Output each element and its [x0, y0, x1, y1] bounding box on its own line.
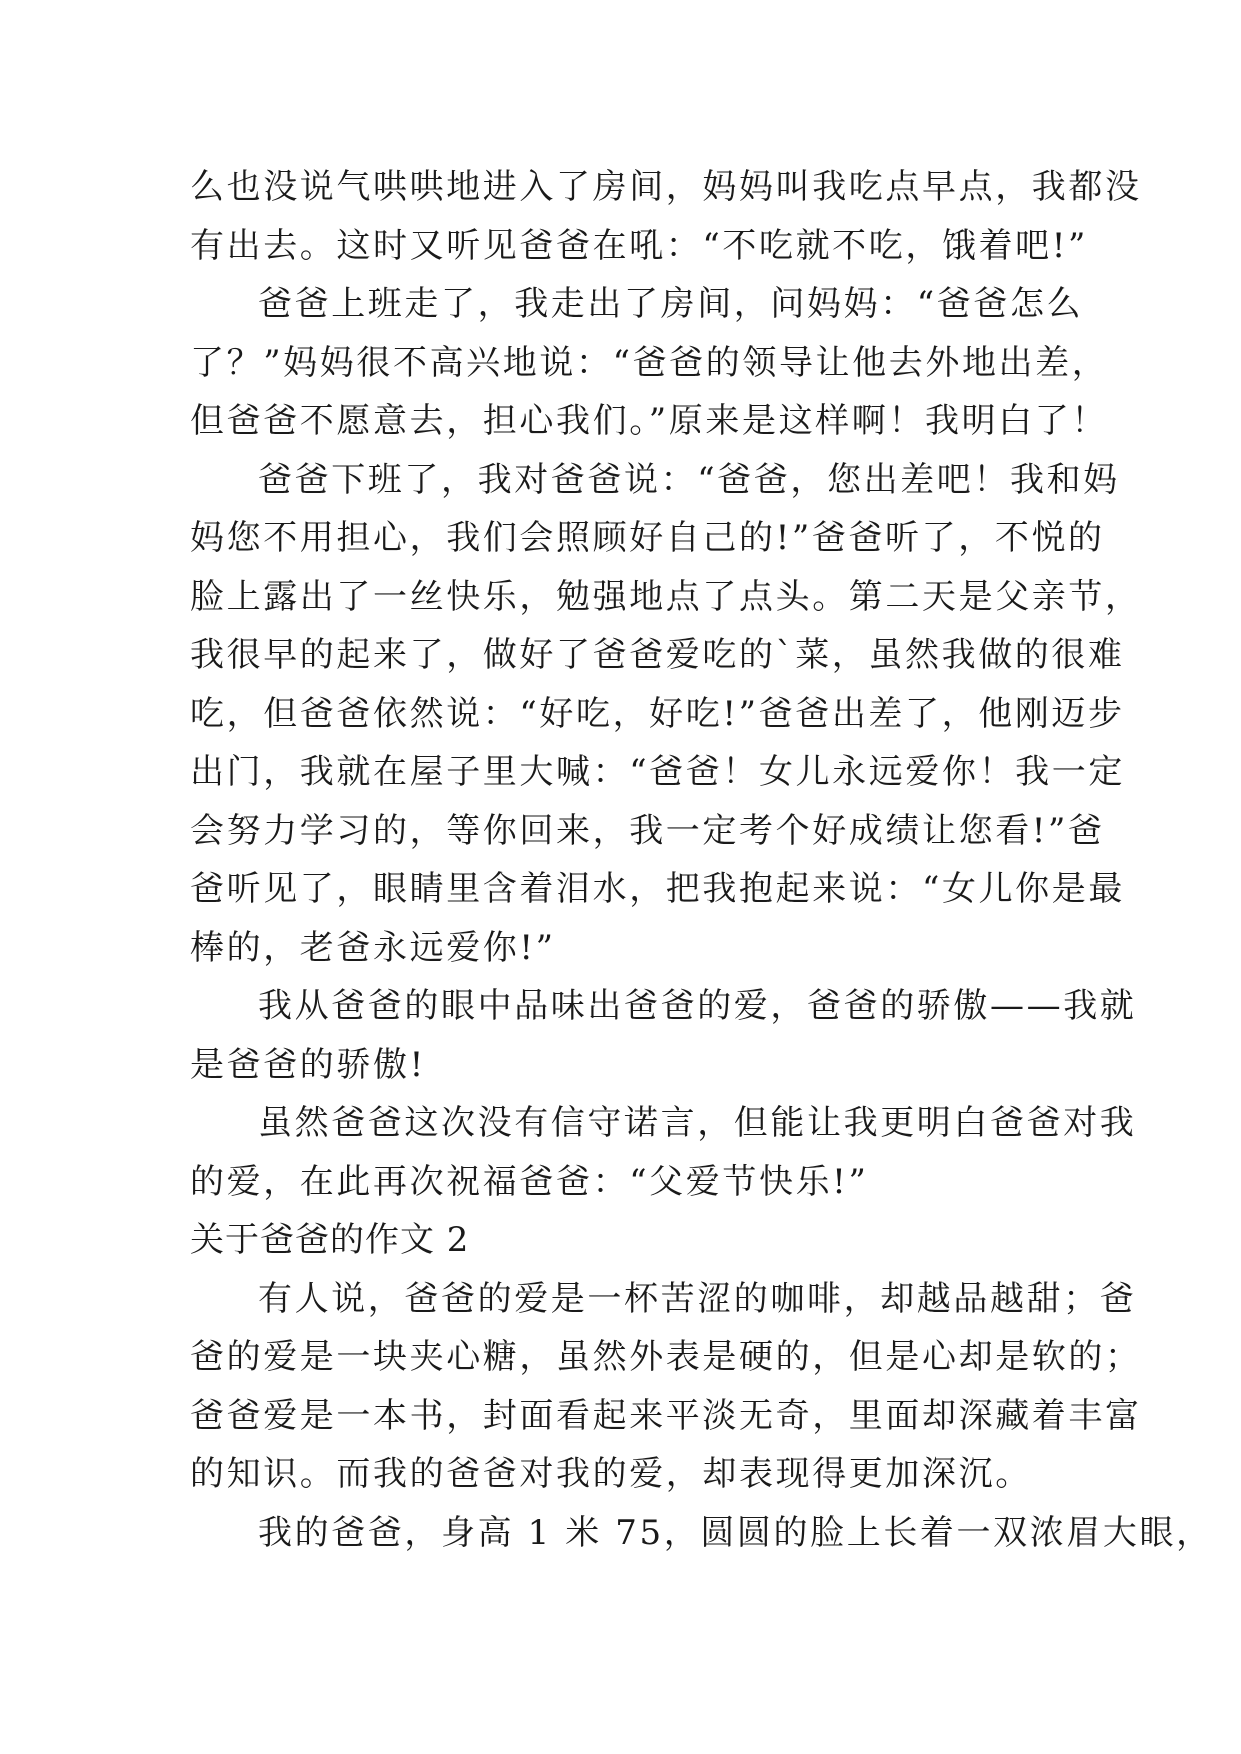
text-line: 爸听见了，眼睛里含着泪水，把我抱起来说：“女儿你是最 [190, 869, 1125, 909]
text-line: 会努力学习的，等你回来，我一定考个好成绩让您看!”爸 [190, 810, 1105, 851]
text-line: 爸爸上班走了，我走出了房间，问妈妈：“爸爸怎么 [258, 284, 1084, 324]
text-line: 脸上露出了一丝快乐，勉强地点了点头。第二天是父亲节， [190, 576, 1142, 617]
text-line: 么也没说气哄哄地进入了房间，妈妈叫我吃点早点，我都没 [190, 167, 1142, 207]
text-line: 吃，但爸爸依然说：“好吃，好吃!”爸爸出差了，他刚迈步 [190, 693, 1125, 734]
text-line: 有人说，爸爸的爱是一杯苦涩的咖啡，却越品越甜；爸 [258, 1278, 1137, 1319]
document-body [190, 158, 1213, 1562]
text-line: 爸的爱是一块夹心糖，虽然外表是硬的，但是心却是软的； [190, 1337, 1142, 1377]
text-line: 是爸爸的骄傲! [190, 1044, 426, 1085]
text-line: 爸爸下班了，我对爸爸说：“爸爸，您出差吧！我和妈 [258, 459, 1120, 500]
text-line: 的知识。而我的爸爸对我的爱，却表现得更加深沉。 [190, 1454, 1032, 1494]
text-line: 虽然爸爸这次没有信守诺言，但能让我更明白爸爸对我 [258, 1103, 1137, 1143]
text-line: 我很早的起来了，做好了爸爸爱吃的`菜，虽然我做的很难 [190, 635, 1125, 675]
text-line: 但爸爸不愿意去，担心我们。”原来是这样啊！我明白了！ [190, 401, 1108, 441]
text-line: 我的爸爸，身高 1 米 75，圆圆的脸上长着一双浓眉大眼， [258, 1512, 1213, 1553]
text-line: 了？”妈妈很不高兴地说：“爸爸的领导让他去外地出差， [190, 342, 1109, 383]
text-line: 我从爸爸的眼中品味出爸爸的爱，爸爸的骄傲——我就 [258, 986, 1137, 1026]
text-line: 的爱，在此再次祝福爸爸：“父爱节快乐!” [190, 1161, 869, 1202]
text-line: 棒的，老爸永远爱你!” [190, 927, 556, 968]
text-line: 有出去。这时又听见爸爸在吼：“不吃就不吃，饿着吧!” [190, 225, 1089, 266]
text-line: 爸爸爱是一本书，封面看起来平淡无奇，里面却深藏着丰富 [190, 1395, 1142, 1436]
section-heading: 关于爸爸的作文 2 [190, 1220, 470, 1260]
text-line: 妈您不用担心，我们会照顾好自己的!”爸爸听了，不悦的 [190, 518, 1105, 558]
text-line: 出门，我就在屋子里大喊：“爸爸！女儿永远爱你！我一定 [190, 752, 1125, 792]
